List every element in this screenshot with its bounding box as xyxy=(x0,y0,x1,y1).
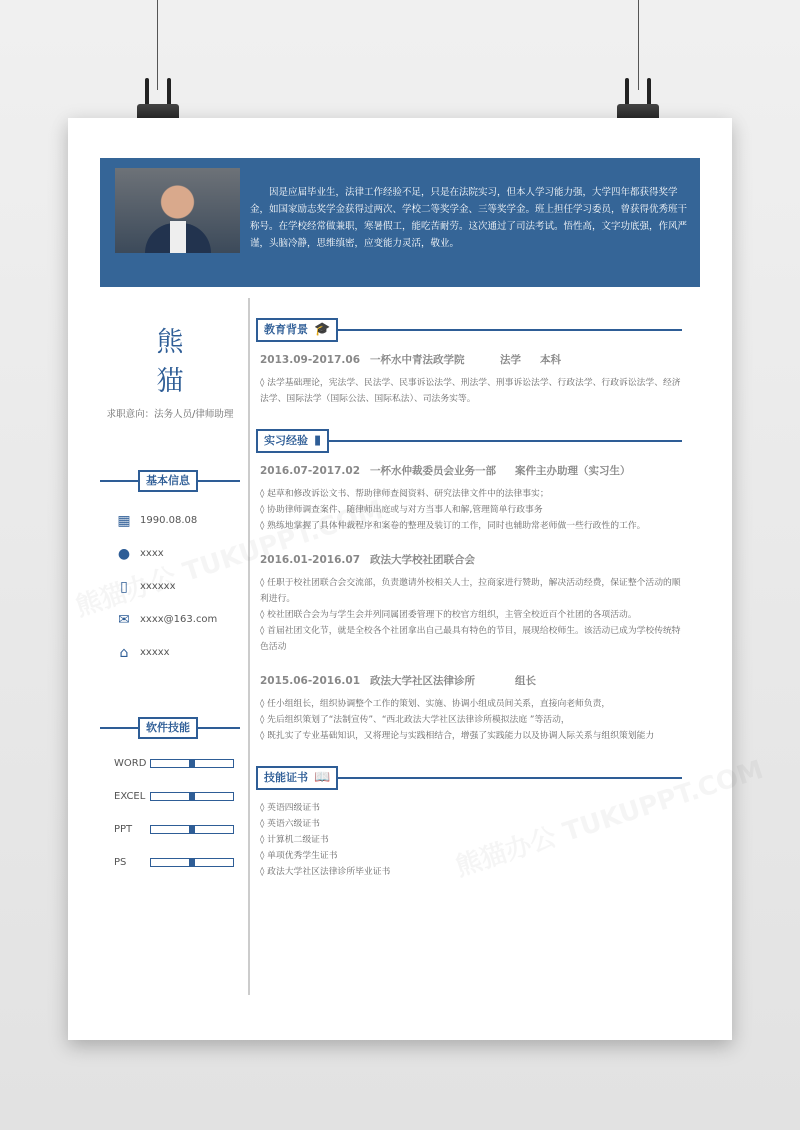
experience-heading: 实习经验 ▮ xyxy=(256,429,682,453)
resume-paper xyxy=(68,118,732,1040)
profile-photo xyxy=(115,168,240,253)
info-birthdate: ▦ 1990.08.08 xyxy=(117,512,198,529)
skill-level-bar xyxy=(150,792,234,801)
education-section xyxy=(256,318,682,407)
mail-icon: ✉ xyxy=(118,611,130,628)
job-intent: 求职意向：法务人员/律师助理 xyxy=(106,409,234,420)
skill-level-bar xyxy=(150,825,234,834)
cert-item: ◊ 英语六级证书 xyxy=(260,819,320,829)
skill-row: PS xyxy=(100,846,240,879)
info-location: ● xxxx xyxy=(117,545,164,562)
info-address: ⌂ xxxxx xyxy=(100,636,240,669)
education-detail: ◊ 法学基础理论，宪法学、民法学、民事诉讼法学、刑法学、刑事诉讼法学、行政法学、行政诉讼法学、经济法学、国际法学（国际公法、国际私法）、司法务实等。 xyxy=(260,378,681,404)
experience-entry: 2016.01-2016.07 政法大学校社团联合会 ◊ 任职于校社团联合会交流部，负责邀请外校相关人士，拉商家进行赞助，解决活动经费，保证整个活动的顺利进行。 ◊ 校社团联合会为与学生会并列同属团委管理下的校官方组织，主管全校近百个社团的各项活动。 ◊ 首届社团文化节，就是全校各个社团拿出自己最具有特色的节目，展现给校师生。该活动已成为学校传统特色活动 xyxy=(260,554,681,652)
skill-level-knob xyxy=(189,825,195,834)
graduation-cap-icon: 🎓 xyxy=(314,322,331,337)
info-email: ✉ xxxx@163.com xyxy=(100,603,240,636)
hanging-string xyxy=(157,0,158,90)
intro-text: 因是应届毕业生，法律工作经验不足，只是在法院实习，但本人学习能力强，大学四年都获得奖学金，如国家励志奖学金获得过两次、学校二等奖学金、三等奖学金。班上担任学习委员，曾获得优秀班干称号。在学校经常做兼职，寒暑假工，能吃苦耐劳。这次通过了司法考试。悟性高，文字功底强，作风严谨，头脑冷静，思维缜密，应变能力灵活，敬业。 xyxy=(250,187,688,249)
basic-info-heading: 基本信息 xyxy=(100,470,240,492)
briefcase-icon: ▮ xyxy=(314,433,322,448)
software-skills-heading: 软件技能 xyxy=(100,717,240,739)
candidate-name: 熊猫 xyxy=(156,327,214,397)
location-icon: ● xyxy=(117,545,131,562)
experience-entry: 2016.07-2017.02 一杯水仲裁委员会业务一部 案件主办助理（实习生） ◊ 起草和修改诉讼文书、帮助律师查阅资料、研究法律文件中的法律事实； ◊ 协助律师调查案件、随律师出庭或与对方当事人和解,管理简单行政事务 ◊ 熟练地掌握了具体仲裁程序和案卷的整理及装订的工作，同时也辅助常老师做一些行政性的工作。 xyxy=(260,465,646,531)
phone-icon: ▯ xyxy=(120,578,128,595)
skill-level-bar xyxy=(150,759,234,768)
home-icon: ⌂ xyxy=(119,644,129,661)
info-phone: ▯ xxxxxx xyxy=(100,570,240,603)
cert-item: ◊ 单项优秀学生证书 xyxy=(260,851,338,861)
cert-item: ◊ 英语四级证书 xyxy=(260,803,320,813)
skill-row: PPT xyxy=(100,813,240,846)
cert-item: ◊ 计算机二级证书 xyxy=(260,835,329,845)
skill-row: WORD xyxy=(100,747,240,780)
education-entry-title: 2013.09-2017.06 一杯水中青法政学院 法学 本科 xyxy=(260,354,561,366)
skill-level-knob xyxy=(189,792,195,801)
certificates-heading: 技能证书 📖 xyxy=(256,766,682,790)
experience-section xyxy=(256,429,682,744)
intro-banner xyxy=(100,158,700,287)
experience-entry: 2015.06-2016.01 政法大学社区法律诊所 组长 ◊ 任小组组长，组织协调整个工作的策划、实施、协调小组成员间关系，直接向老师负责， ◊ 先后组织策划了“法制宣传”、“西北政法大学社区法律诊所模拟法庭 ”等活动， ◊ 既扎实了专业基础知识，又将理论与实践相结合，增强了实践能力以及协调人际关系与组织策划能力 xyxy=(260,675,655,741)
hanging-string xyxy=(638,0,639,90)
skill-level-bar xyxy=(150,858,234,867)
education-heading: 教育背景 🎓 xyxy=(256,318,682,342)
skills-list xyxy=(100,747,240,879)
skill-level-knob xyxy=(189,858,195,867)
cert-item: ◊ 政法大学社区法律诊所毕业证书 xyxy=(260,867,391,877)
column-divider xyxy=(248,298,250,995)
calendar-icon: ▦ xyxy=(117,512,131,529)
book-icon: 📖 xyxy=(314,770,331,785)
skill-level-knob xyxy=(189,759,195,768)
skill-row: EXCEL xyxy=(100,780,240,813)
